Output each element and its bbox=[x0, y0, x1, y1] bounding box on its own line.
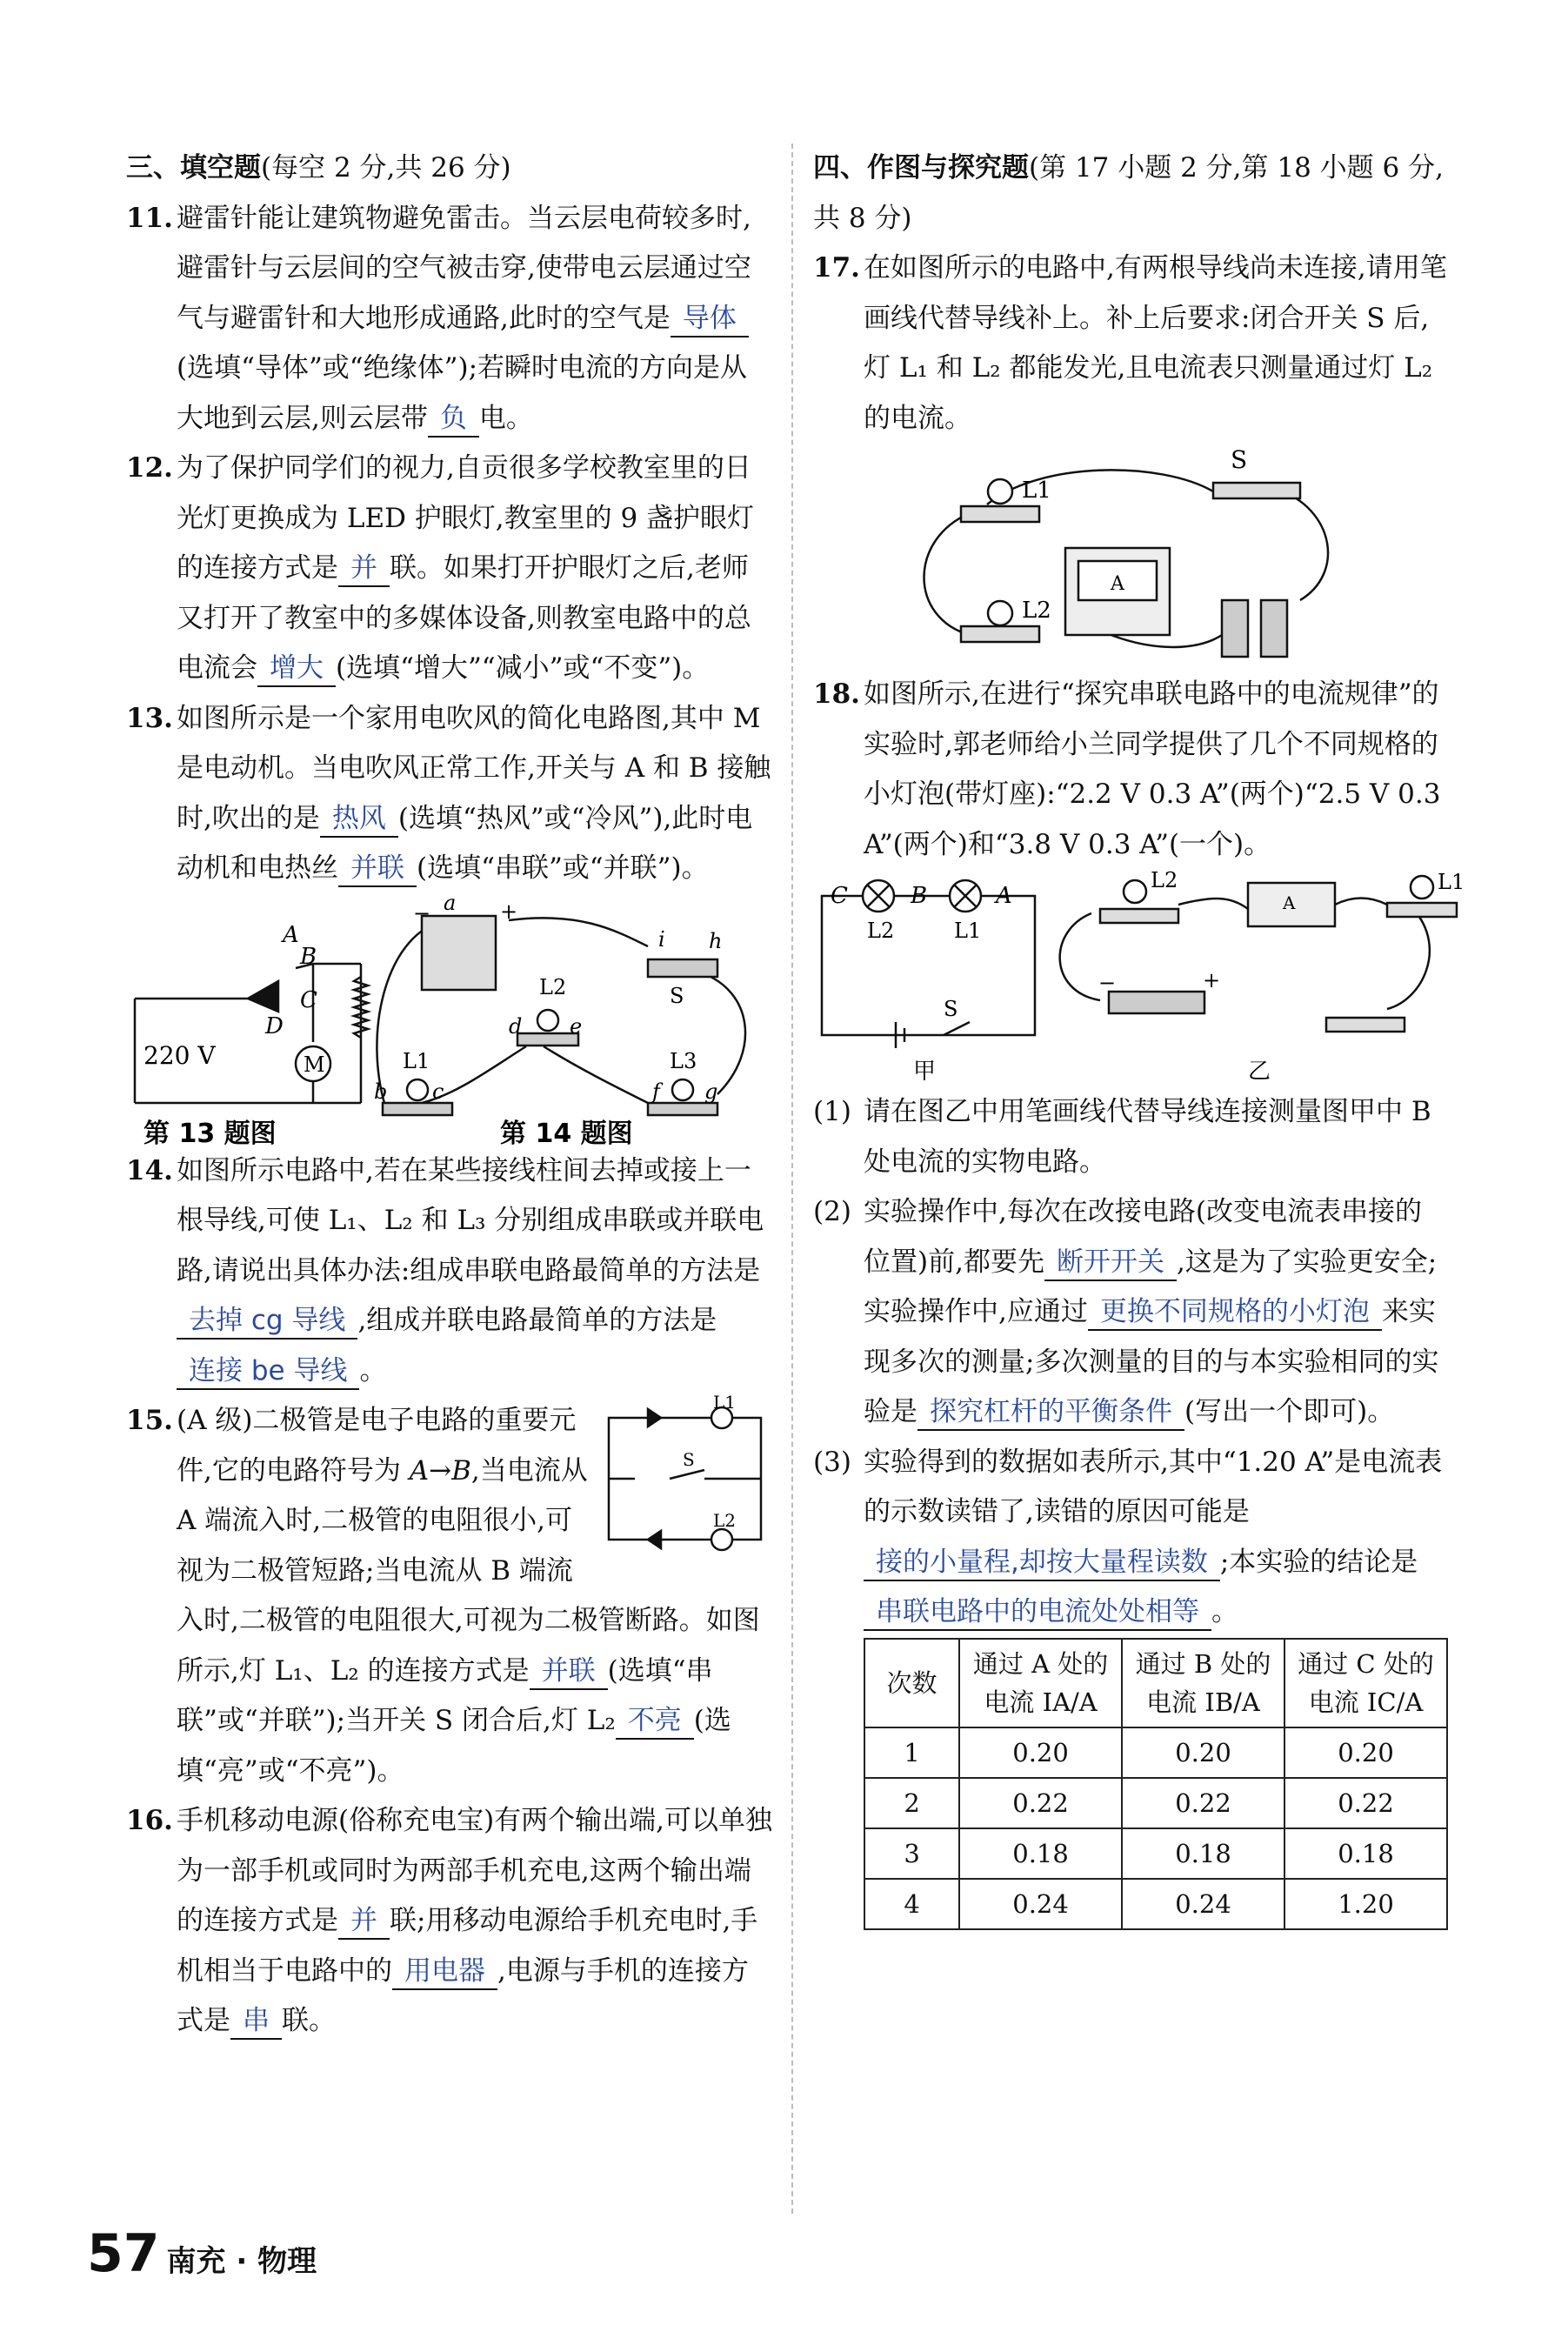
page-label: 南充 · 物理 bbox=[166, 2244, 317, 2279]
answer-blank: 串 bbox=[230, 2003, 282, 2040]
fig13-label-B: B bbox=[300, 943, 317, 970]
fig17-label-L1: L1 bbox=[1022, 478, 1051, 504]
question-18 bbox=[813, 670, 1448, 870]
figure-17-svg bbox=[813, 444, 1448, 670]
page-footer bbox=[87, 2223, 317, 2284]
table-cell: 0.22 bbox=[1122, 1778, 1284, 1828]
section-4-heading bbox=[813, 144, 1448, 244]
question-text: 如图所示电路中,若在某些接线柱间去掉或接上一根导线,可使 L₁、L₂ 和 L₃ 分别组成串联或并联电路,请说出具体办法:组成串联电路最简单的方法是 bbox=[177, 1154, 764, 1286]
right-column bbox=[813, 144, 1465, 1930]
question-18-2 bbox=[813, 1187, 1448, 1438]
question-15 bbox=[126, 1392, 774, 1796]
column-divider bbox=[791, 144, 793, 2214]
answer-blank: 并 bbox=[338, 551, 390, 587]
answer-blank: 并 bbox=[338, 1903, 390, 1940]
fig15-label-S: S bbox=[683, 1449, 695, 1470]
fig13-label-C: C bbox=[300, 986, 317, 1013]
question-number: 15. bbox=[126, 1405, 173, 1436]
fig18-yi-L1: L1 bbox=[1438, 870, 1465, 894]
question-text: 手机移动电源(俗称充电宝)有两个输出端,可以单独为一部手机或同时为两部手机充电,这两个输出端的连接方式是 bbox=[177, 1805, 773, 1936]
answer-blank: 去掉 cg 导线 bbox=[177, 1303, 357, 1340]
question-text: 为了保护同学们的视力,自贡很多学校教室里的日光灯更换成为 LED 护眼灯,教室里的 9 盏护眼灯的连接方式是 bbox=[177, 452, 755, 584]
answer-blank: 并联 bbox=[530, 1654, 608, 1690]
table-cell: 0.18 bbox=[959, 1828, 1122, 1879]
fig14-label-L2: L2 bbox=[539, 974, 567, 999]
question-18-3 bbox=[813, 1438, 1448, 1638]
table-cell: 1 bbox=[864, 1727, 959, 1778]
fig14-label-c: c bbox=[432, 1079, 444, 1104]
fig17-ammeter-A: A bbox=[1111, 573, 1124, 595]
subquestion-number: (3) bbox=[813, 1446, 851, 1478]
question-text: 。 bbox=[1211, 1596, 1238, 1627]
table-row bbox=[864, 1727, 1447, 1778]
answer-blank: 串联电路中的电流处处相等 bbox=[864, 1594, 1211, 1631]
figure-13-14-svg bbox=[126, 890, 774, 1149]
fig18-yi-plus: + bbox=[1203, 968, 1221, 992]
question-text: 来实现多次的测量;多次测量的目的与本实验相同的实验是 bbox=[864, 1296, 1439, 1427]
table-row bbox=[864, 1879, 1447, 1929]
question-number: 16. bbox=[126, 1805, 173, 1836]
fig17-label-L2: L2 bbox=[1022, 598, 1051, 624]
fig18-label-jia: 甲 bbox=[913, 1059, 937, 1085]
section-4-note: (第 17 小题 2 分,第 18 小题 6 分,共 8 分) bbox=[813, 152, 1444, 234]
answer-blank: 并联 bbox=[338, 851, 417, 887]
fig14-label-b: b bbox=[374, 1079, 388, 1104]
fig15-label-L1: L1 bbox=[713, 1392, 737, 1413]
answer-blank: 导体 bbox=[671, 301, 749, 337]
fig18-yi-ammeter: A bbox=[1283, 892, 1296, 913]
table-cell: 4 bbox=[864, 1879, 959, 1929]
fig14-label-f: f bbox=[652, 1079, 660, 1104]
fig14-label-e: e bbox=[570, 1013, 583, 1039]
question-18-1 bbox=[813, 1087, 1448, 1187]
question-number: 13. bbox=[126, 702, 173, 734]
question-11 bbox=[126, 194, 774, 444]
fig13-label-A: A bbox=[283, 921, 299, 948]
table-cell: 0.18 bbox=[1122, 1828, 1284, 1879]
question-16 bbox=[126, 1796, 774, 2047]
table-cell: 3 bbox=[864, 1828, 959, 1879]
table-header-cell: 通过 B 处的 电流 IB/A bbox=[1122, 1639, 1284, 1727]
answer-blank: 增大 bbox=[257, 651, 336, 687]
question-text: 请在图乙中用笔画线代替导线连接测量图甲中 B 处电流的实物电路。 bbox=[864, 1096, 1431, 1178]
table-cell: 2 bbox=[864, 1778, 959, 1828]
fig14-label-L1: L1 bbox=[403, 1048, 430, 1073]
fig18-yi-minus: − bbox=[1098, 971, 1117, 995]
fig14-caption: 第 14 题图 bbox=[500, 1118, 633, 1149]
question-14 bbox=[126, 1146, 774, 1397]
question-text: (写出一个即可)。 bbox=[1184, 1396, 1395, 1427]
question-text: 联。 bbox=[282, 2005, 336, 2036]
answer-blank: 不亮 bbox=[616, 1703, 694, 1740]
question-text: 。 bbox=[359, 1354, 387, 1386]
subquestion-number: (1) bbox=[813, 1096, 851, 1127]
fig18-label-S: S bbox=[944, 997, 958, 1021]
question-number: 14. bbox=[126, 1154, 173, 1186]
table-cell: 0.20 bbox=[1122, 1727, 1284, 1778]
table-row bbox=[864, 1828, 1447, 1879]
fig18-label-A: A bbox=[996, 883, 1012, 909]
fig13-caption: 第 13 题图 bbox=[143, 1118, 277, 1149]
diode-symbol-label: A→B bbox=[409, 1454, 471, 1487]
section-3-title: 三、填空题 bbox=[126, 152, 261, 184]
table-cell: 0.20 bbox=[959, 1727, 1122, 1778]
fig15-label-L2: L2 bbox=[713, 1510, 737, 1531]
table-cell: 0.20 bbox=[1284, 1727, 1447, 1778]
figure-13-circuit bbox=[135, 964, 368, 1103]
table-header-cell: 通过 C 处的 电流 IC/A bbox=[1284, 1639, 1447, 1727]
figures-13-14 bbox=[126, 890, 774, 1149]
question-text: (选填“串联”或“并联”);当开关 S 闭合后,灯 L₂ bbox=[177, 1654, 713, 1736]
question-text: ;本实验的结论是 bbox=[1219, 1546, 1418, 1578]
answer-blank: 更换不同规格的小灯泡 bbox=[1088, 1294, 1382, 1331]
fig18-yi-L2: L2 bbox=[1151, 868, 1178, 892]
question-text: 联。如果打开护眼灯之后,老师又打开了教室中的多媒体设备,则教室电路中的总电流会 bbox=[177, 552, 751, 684]
question-number: 12. bbox=[126, 452, 173, 484]
question-13 bbox=[126, 694, 774, 894]
fig14-label-h: h bbox=[709, 928, 723, 953]
question-text: 如图所示是一个家用电吹风的简化电路图,其中 M 是电动机。当电吹风正常工作,开关与 A 和 B 接触时,吹出的是 bbox=[177, 702, 771, 834]
table-cell: 0.22 bbox=[959, 1778, 1122, 1828]
question-text: (选填“热风”或“冷风”),此时电动机和电热丝 bbox=[177, 802, 753, 884]
question-text: 避雷针能让建筑物避免雷击。当云层电荷较多时,避雷针与云层间的空气被击穿,使带电云层通过空气与避雷针和大地形成通路,此时的空气是 bbox=[177, 202, 751, 334]
fig14-label-i: i bbox=[658, 926, 665, 952]
answer-blank: 负 bbox=[428, 401, 479, 438]
figure-15-circuit bbox=[600, 1392, 774, 1561]
fig13-motor-label: M bbox=[304, 1052, 325, 1077]
left-column bbox=[126, 144, 774, 2047]
figure-17 bbox=[813, 444, 1448, 670]
question-text: ,这是为了实验更安全;实验操作中,应通过 bbox=[864, 1246, 1438, 1327]
question-17 bbox=[813, 244, 1448, 444]
question-number: 17. bbox=[813, 252, 860, 284]
fig14-label-g: g bbox=[704, 1079, 718, 1104]
page-number: 57 bbox=[87, 2223, 160, 2284]
fig18-label-yi: 乙 bbox=[1248, 1059, 1271, 1085]
answer-blank: 探究杠杆的平衡条件 bbox=[917, 1394, 1184, 1431]
answer-blank: 断开开关 bbox=[1044, 1245, 1177, 1281]
question-text: ,电源与手机的连接方式是 bbox=[177, 1954, 749, 2036]
question-text: (选填“增大”“减小”或“不变”)。 bbox=[336, 652, 710, 684]
question-text: 电。 bbox=[478, 402, 533, 434]
fig14-label-minus: − bbox=[413, 900, 431, 925]
answer-blank: 用电器 bbox=[392, 1954, 497, 1990]
table-header-cell: 次数 bbox=[864, 1639, 959, 1727]
table-cell: 0.24 bbox=[959, 1879, 1122, 1929]
table-header-cell: 通过 A 处的 电流 IA/A bbox=[959, 1639, 1122, 1727]
fig14-label-S: S bbox=[670, 983, 684, 1008]
question-text: 联;用移动电源给手机充电时,手机相当于电路中的 bbox=[177, 1905, 758, 1987]
fig18-label-B: B bbox=[911, 883, 928, 909]
section-3-note: (每空 2 分,共 26 分) bbox=[261, 152, 511, 184]
answer-blank: 热风 bbox=[320, 801, 398, 838]
question-text: 在如图所示的电路中,有两根导线尚未连接,请用笔画线代替导线补上。补上后要求:闭合开关 S 后,灯 L₁ 和 L₂ 都能发光,且电流表只测量通过灯 L₂ 的电流。 bbox=[864, 252, 1447, 434]
figure-18-svg bbox=[813, 868, 1465, 1087]
question-text: (选填“亮”或“不亮”)。 bbox=[177, 1705, 731, 1787]
answer-blank: 接的小量程,却按大量程读数 bbox=[864, 1545, 1220, 1581]
question-text: ,当电流从 A 端流入时,二极管的电阻很小,可视为二极管短路;当电流从 B 端流入时,二极管的电阻很大,可视为二极管断路。如图所示,灯 L₁、L₂ 的连接方式是 bbox=[177, 1454, 760, 1687]
question-text: 实验得到的数据如表所示,其中“1.20 A”是电流表的示数读错了,读错的原因可能是 bbox=[864, 1446, 1443, 1527]
question-text: 实验操作中,每次在改接电路(改变电流表串接的位置)前,都要先 bbox=[864, 1196, 1422, 1278]
fig13-label-D: D bbox=[265, 1012, 284, 1039]
question-text: 如图所示,在进行“探究串联电路中的电流规律”的实验时,郭老师给小兰同学提供了几个不同规格的小灯泡(带灯座):“2.2 V 0.3 A”(两个)“2.5 V 0.3 A”(两个)和“3.8 V 0.3 A”(一个)。 bbox=[864, 678, 1441, 860]
question-text: ,组成并联电路最简单的方法是 bbox=[357, 1305, 717, 1336]
table-cell: 0.18 bbox=[1284, 1828, 1447, 1879]
fig14-label-L3: L3 bbox=[670, 1048, 697, 1073]
fig14-label-a: a bbox=[444, 890, 457, 915]
fig18-label-C: C bbox=[831, 883, 848, 909]
question-number: 11. bbox=[126, 202, 173, 234]
table-cell: 1.20 bbox=[1284, 1879, 1447, 1929]
fig13-voltage: 220 V bbox=[143, 1040, 216, 1070]
figure-18 bbox=[813, 868, 1465, 1087]
question-text: (A 级)二极管是电子电路的重要元件,它的电路符号为 bbox=[177, 1405, 577, 1487]
table-cell: 0.22 bbox=[1284, 1778, 1447, 1828]
table-header-row bbox=[864, 1639, 1447, 1727]
question-text: (选填“导体”或“绝缘体”);若瞬时电流的方向是从大地到云层,则云层带 bbox=[177, 352, 748, 434]
subquestion-number: (2) bbox=[813, 1196, 851, 1227]
table-row bbox=[864, 1778, 1447, 1828]
question-12 bbox=[126, 444, 774, 694]
current-data-table bbox=[864, 1638, 1448, 1930]
section-4-title: 四、作图与探究题 bbox=[813, 152, 1029, 184]
table-cell: 0.24 bbox=[1122, 1879, 1284, 1929]
fig14-label-d: d bbox=[509, 1013, 523, 1039]
fig17-label-S: S bbox=[1231, 445, 1248, 474]
question-number: 18. bbox=[813, 678, 860, 710]
fig14-label-plus: + bbox=[500, 899, 518, 924]
answer-blank: 连接 be 导线 bbox=[177, 1353, 359, 1390]
fig18-label-L2: L2 bbox=[867, 919, 895, 943]
fig18-label-L1: L1 bbox=[954, 919, 982, 943]
question-text: (选填“串联”或“并联”)。 bbox=[417, 852, 709, 884]
section-3-heading bbox=[126, 144, 774, 194]
